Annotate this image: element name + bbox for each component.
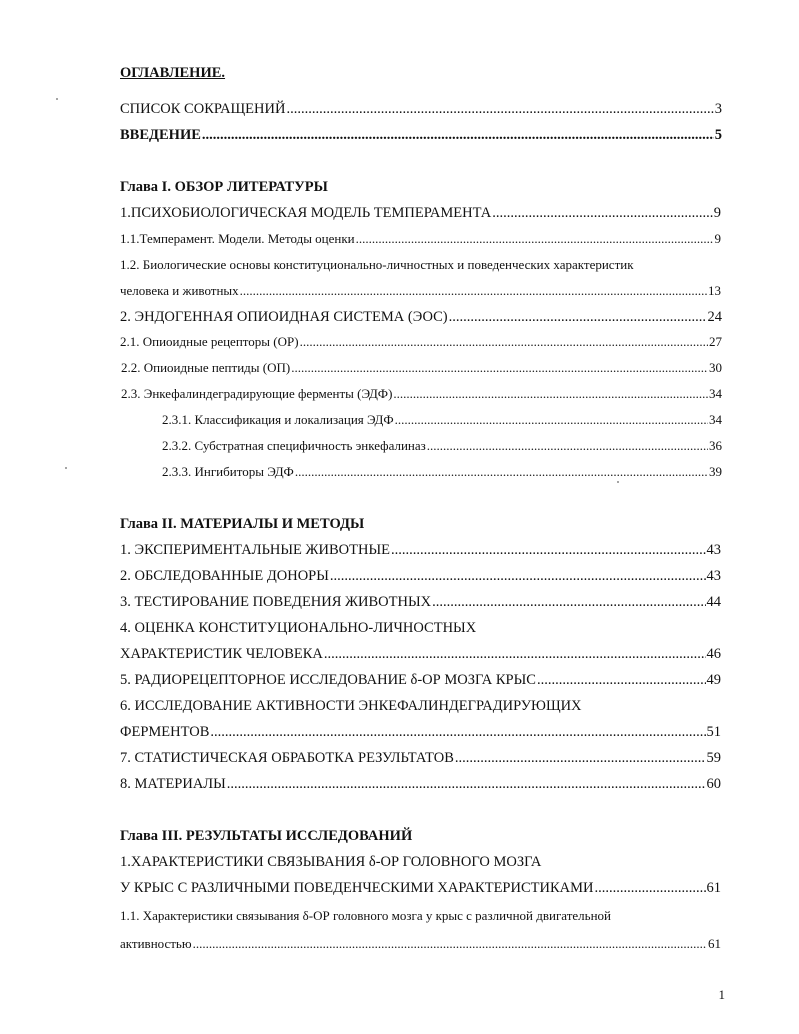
toc-entry-page: 5 xyxy=(714,127,722,143)
toc-entry-page: 46 xyxy=(706,646,721,662)
toc-entry-page: 34 xyxy=(709,386,722,401)
leader-dots xyxy=(291,357,708,379)
toc-entry-continued-line: 1.1. Характеристики связывания δ-ОР головного мозга у крыс с различной двигательной xyxy=(120,908,611,923)
leader-dots xyxy=(300,331,708,353)
toc-entry-page: 43 xyxy=(706,568,721,584)
scan-speck xyxy=(56,98,58,100)
scan-speck xyxy=(65,467,67,469)
toc-entry-label: 2. ЭНДОГЕННАЯ ОПИОИДНАЯ СИСТЕМА (ЭОС) xyxy=(120,309,448,325)
toc-entry[interactable] xyxy=(120,539,721,561)
chapter-heading: Глава III. РЕЗУЛЬТАТЫ ИССЛЕДОВАНИЙ xyxy=(120,828,413,844)
scan-speck xyxy=(617,481,619,483)
toc-entry[interactable] xyxy=(120,124,722,146)
toc-entry-label: активностью xyxy=(120,936,192,951)
toc-entry-page: 30 xyxy=(709,360,722,375)
toc-entry[interactable] xyxy=(120,669,721,691)
toc-entry-page: 49 xyxy=(706,672,721,688)
leader-dots xyxy=(455,747,706,769)
toc-entry-label: ХАРАКТЕРИСТИК ЧЕЛОВЕКА xyxy=(120,646,323,662)
toc-entry-page: 44 xyxy=(706,594,721,610)
toc-entry[interactable] xyxy=(120,331,722,353)
toc-entry-page: 51 xyxy=(706,724,721,740)
toc-entry[interactable] xyxy=(120,565,721,587)
leader-dots xyxy=(356,228,714,250)
toc-entry-page: 13 xyxy=(708,283,721,298)
toc-entry[interactable] xyxy=(120,228,721,250)
leader-dots xyxy=(449,306,707,328)
toc-entry-page: 27 xyxy=(709,334,722,349)
leader-dots xyxy=(594,877,705,899)
toc-entry-label: 2. ОБСЛЕДОВАННЫЕ ДОНОРЫ xyxy=(120,568,329,584)
leader-dots xyxy=(391,539,706,561)
toc-entry-label: 2.3. Энкефалиндеградирующие ферменты (ЭДФ) xyxy=(121,386,393,401)
leader-dots xyxy=(395,409,708,431)
toc-entry[interactable] xyxy=(120,306,722,328)
toc-entry-label: 2.2. Опиоидные пептиды (ОП) xyxy=(121,360,291,375)
toc-entry[interactable] xyxy=(120,98,722,120)
toc-entry-page: 24 xyxy=(707,309,722,325)
toc-entry-page: 43 xyxy=(706,542,721,558)
toc-entry-page: 36 xyxy=(709,438,722,453)
chapter-heading: Глава I. ОБЗОР ЛИТЕРАТУРЫ xyxy=(120,179,328,195)
toc-entry-label: У КРЫС С РАЗЛИЧНЫМИ ПОВЕДЕНЧЕСКИМИ ХАРАКТЕРИСТИКАМИ xyxy=(120,880,594,896)
leader-dots xyxy=(193,933,707,955)
toc-title: ОГЛАВЛЕНИЕ. xyxy=(120,65,226,81)
toc-entry-continued-line: 1.ХАРАКТЕРИСТИКИ СВЯЗЫВАНИЯ δ-ОР ГОЛОВНОГО МОЗГА xyxy=(120,854,542,870)
toc-entry-label: ФЕРМЕНТОВ xyxy=(120,724,210,740)
toc-entry[interactable] xyxy=(120,747,721,769)
leader-dots xyxy=(537,669,706,691)
toc-entry[interactable] xyxy=(120,721,721,743)
toc-entry-page: 9 xyxy=(713,205,721,221)
chapter-heading: Глава II. МАТЕРИАЛЫ И МЕТОДЫ xyxy=(120,516,365,532)
toc-entry-label: 7. СТАТИСТИЧЕСКАЯ ОБРАБОТКА РЕЗУЛЬТАТОВ xyxy=(120,750,454,766)
toc-entry-label: 1.ПСИХОБИОЛОГИЧЕСКАЯ МОДЕЛЬ ТЕМПЕРАМЕНТА xyxy=(120,205,492,221)
toc-entry[interactable] xyxy=(120,643,721,665)
leader-dots xyxy=(330,565,706,587)
toc-entry[interactable] xyxy=(120,877,721,899)
toc-entry-label: 3. ТЕСТИРОВАНИЕ ПОВЕДЕНИЯ ЖИВОТНЫХ xyxy=(120,594,432,610)
toc-entry-label: 2.1. Опиоидные рецепторы (ОР) xyxy=(120,334,299,349)
leader-dots xyxy=(324,643,706,665)
toc-entry-page: 59 xyxy=(706,750,721,766)
leader-dots xyxy=(286,98,713,120)
toc-entry[interactable] xyxy=(162,409,722,431)
leader-dots xyxy=(432,591,705,613)
toc-entry[interactable] xyxy=(120,591,721,613)
leader-dots xyxy=(240,280,707,302)
toc-entry[interactable] xyxy=(121,357,722,379)
leader-dots xyxy=(492,202,713,224)
leader-dots xyxy=(202,124,714,146)
toc-entry-page: 61 xyxy=(708,936,721,951)
leader-dots xyxy=(227,773,706,795)
toc-entry[interactable] xyxy=(120,280,721,302)
toc-entry-page: 34 xyxy=(709,412,722,427)
page-number: 1 xyxy=(718,987,725,1002)
toc-entry-label: СПИСОК СОКРАЩЕНИЙ xyxy=(120,101,286,117)
toc-entry-continued-line: 1.2. Биологические основы конституционально-личностных и поведенческих характеристик xyxy=(120,257,634,272)
toc-entry-page: 60 xyxy=(706,776,721,792)
toc-entry-label: 2.3.3. Ингибиторы ЭДФ xyxy=(162,464,294,479)
toc-entry-label: человека и животных xyxy=(120,283,239,298)
leader-dots xyxy=(393,383,708,405)
leader-dots xyxy=(210,721,705,743)
toc-entry[interactable] xyxy=(120,933,721,955)
toc-entry-label: 2.3.1. Классификация и локализация ЭДФ xyxy=(162,412,394,427)
toc-entry[interactable] xyxy=(120,773,721,795)
toc-entry-continued-line: 4. ОЦЕНКА КОНСТИТУЦИОНАЛЬНО-ЛИЧНОСТНЫХ xyxy=(120,620,477,636)
toc-entry-page: 9 xyxy=(714,231,721,246)
toc-entry-label: 1. ЭКСПЕРИМЕНТАЛЬНЫЕ ЖИВОТНЫЕ xyxy=(120,542,390,558)
toc-entry[interactable] xyxy=(120,202,721,224)
toc-entry-label: ВВЕДЕНИЕ xyxy=(120,127,201,143)
toc-entry[interactable] xyxy=(162,435,722,457)
toc-entry-label: 1.1.Темперамент. Модели. Методы оценки xyxy=(120,231,355,246)
toc-entry-label: 5. РАДИОРЕЦЕПТОРНОЕ ИССЛЕДОВАНИЕ δ-ОР МОЗГА КРЫС xyxy=(120,672,536,688)
toc-entry-page: 39 xyxy=(709,464,722,479)
toc-entry-label: 2.3.2. Субстратная специфичность энкефалиназ xyxy=(162,438,426,453)
toc-entry-page: 3 xyxy=(714,101,722,117)
toc-entry-label: 8. МАТЕРИАЛЫ xyxy=(120,776,226,792)
leader-dots xyxy=(295,461,708,483)
toc-entry-page: 61 xyxy=(706,880,721,896)
leader-dots xyxy=(427,435,708,457)
toc-entry[interactable] xyxy=(121,383,722,405)
toc-entry[interactable] xyxy=(162,461,722,483)
toc-entry-continued-line: 6. ИССЛЕДОВАНИЕ АКТИВНОСТИ ЭНКЕФАЛИНДЕГРАДИРУЮЩИХ xyxy=(120,698,582,714)
